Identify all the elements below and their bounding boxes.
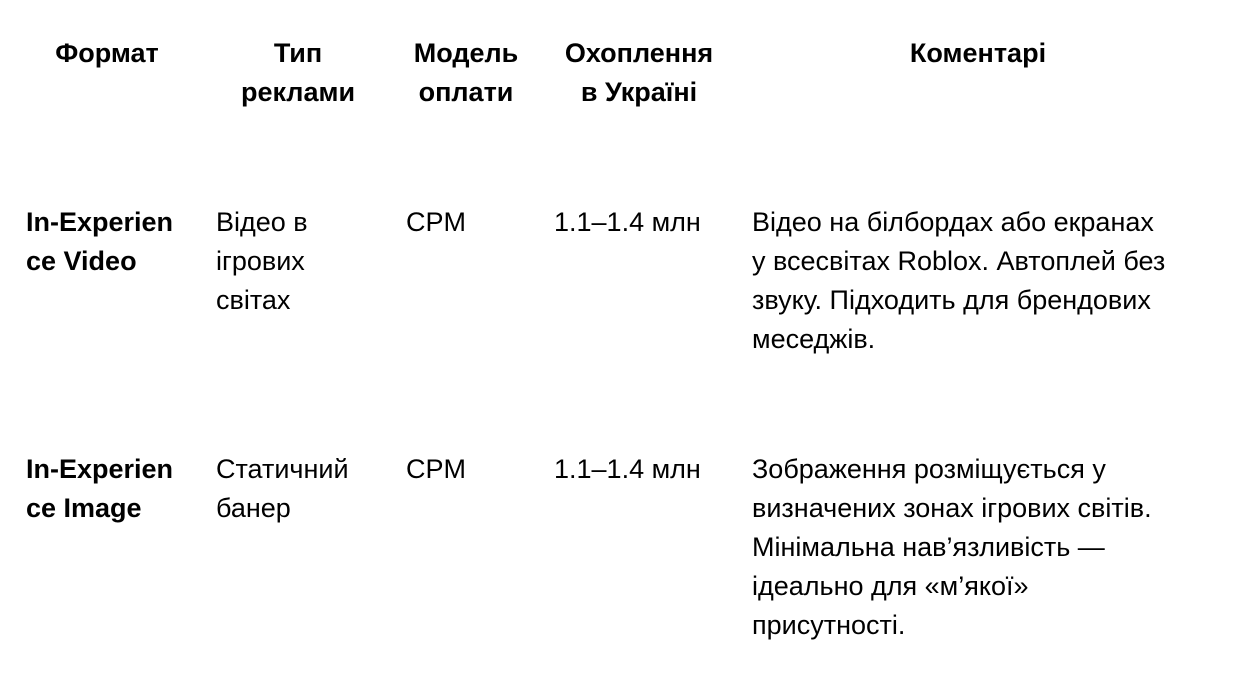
- row-1-ad-type: Відео в ігрових світах: [216, 207, 308, 315]
- header-comments: Коментарі: [909, 38, 1047, 68]
- header-format: Формат: [55, 38, 159, 68]
- row-2-pricing-model: CPM: [406, 454, 466, 484]
- row-2-comment: Зображення розміщується у визначених зонах ігрових світів. Мінімальна нав’язливість — ідеально для «м’якої» присутності.: [752, 454, 1152, 640]
- row-1-reach: 1.1–1.4 млн: [554, 207, 701, 237]
- row-1-pricing-model: CPM: [406, 207, 466, 237]
- row-2-reach: 1.1–1.4 млн: [554, 454, 701, 484]
- row-1-format: In-Experien ce Video: [26, 207, 174, 276]
- row-2-format: In-Experien ce Image: [26, 454, 174, 523]
- header-reach-ukraine: Охоплення в Україні: [564, 38, 714, 107]
- header-ad-type: Тип реклами: [240, 38, 356, 107]
- row-1-comment: Відео на білбордах або екранах у всесвітах Roblox. Автоплей без звуку. Підходить для брендових меседжів.: [752, 207, 1166, 354]
- header-pricing-model: Модель оплати: [413, 38, 519, 107]
- row-2-ad-type: Статичний банер: [216, 454, 349, 523]
